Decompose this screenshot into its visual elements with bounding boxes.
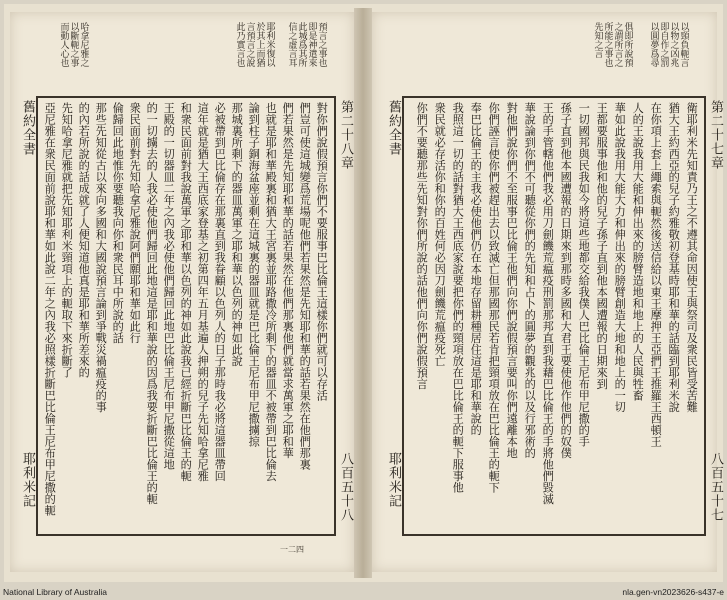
- right-col-15: 你們不要聽那些先知對你們所說的話他們向你們說假預言: [415, 102, 429, 390]
- left-col-2: 們若果然是先知耶和華的話若果然在他們那裏他們就當求萬軍之耶和華: [281, 102, 295, 459]
- footer-item-id: nla.gen-vn2023626-s437-e: [622, 587, 724, 597]
- right-col-5: 王都要服事他和他的兒子孫子直到他本國遭報的日期來到: [595, 102, 609, 390]
- footer-library-name: National Library of Australia: [3, 587, 107, 597]
- right-col-14: 衆民就必存活你和你的百姓何必因刀劍饑荒瘟疫死亡: [433, 102, 447, 367]
- right-book-title: 舊約全書: [386, 100, 401, 156]
- left-col-6: 必被帶到巴比倫存在那裏直到我眷顧以色列人的日子那時我必將這器皿帶回: [213, 102, 227, 482]
- right-col-13: 我照這一切的話對猶大王西底家說要把你們的頸項放在巴比倫王的軛下服事他: [451, 102, 465, 493]
- right-note-1: 以物之凶兆: [668, 22, 679, 67]
- right-note-7: 先知之言: [592, 22, 603, 58]
- left-col-1: 們豈可使這城變爲荒場呢他們若果然是先知耶和華的話若果然在他們那裏: [298, 102, 312, 470]
- right-col-2: 在你項上套上繩索與軛然後送信給以東王摩押王亞捫王推羅王西頓王: [649, 102, 663, 447]
- left-col-11: 衆民面前對先知哈拿尼雅說阿們願耶和華如此行: [128, 102, 142, 344]
- right-col-0: 衛耶利米先知責乃王之不遵其命因使王與祭司及衆民皆受苦難: [685, 102, 699, 413]
- left-note-7: 此乃實言也: [234, 22, 245, 67]
- book-gutter: [354, 8, 372, 578]
- left-note-10: 而動人心也: [58, 22, 69, 67]
- left-col-16: 亞尼雅在衆民面前說耶和華如此說二年之內我必照樣折斷巴比倫王尼布甲尼撒的軛: [43, 102, 57, 516]
- right-col-4: 華如此說我用大能大力和伸出來的膀臂創造大地和地上的一切: [613, 102, 627, 413]
- left-note-1: 即是神遣來: [306, 22, 317, 67]
- left-note-4: 耶利米復以: [264, 22, 275, 67]
- right-col-8: 王的手管轄他們我必用刀劍饑荒瘟疫刑罰那邦直到我藉巴比倫王的手將他們毀滅: [541, 102, 555, 505]
- scan-footer: [0, 586, 727, 600]
- left-note-9: 以斷軛之事: [68, 22, 79, 67]
- right-col-3: 人的王說我用大能和伸出來的膀臂造地和地上的人民與牲畜: [631, 102, 645, 401]
- left-col-13: 那些先知從古以來向多國和大國說預言論到爭戰災禍瘟疫的事: [94, 102, 108, 413]
- left-note-3: 信之虛言耳: [286, 22, 297, 67]
- left-col-14: 的內若所說的話成就了人便知道他真是耶和華所差來的: [77, 102, 91, 378]
- left-col-8: 和衆民面前對我說萬軍之耶和華以色列的神如此說我已經折斷巴比倫王的軛: [179, 102, 193, 482]
- right-col-11: 你們誣言使你們被趕出去以致滅亡但那國那民若肯把頸項放在巴比倫王的軛下: [487, 102, 501, 493]
- left-book-name: 耶利米記: [20, 452, 35, 508]
- book-spread: [4, 4, 723, 582]
- left-col-15: 先知哈拿尼雅就把先知耶利米頸項上的軛取下來折斷了: [60, 102, 74, 378]
- left-col-5: 那城裏所剩下的器皿萬軍之耶和華以色列的神如此說: [230, 102, 244, 367]
- left-note-0: 預言之事也: [316, 22, 327, 67]
- left-note-5: 於其上而猶: [254, 22, 265, 67]
- right-col-1: 猶大王約西亞的兒子約雅敬初登基時耶和華的話臨到耶利米說: [667, 102, 681, 413]
- left-leaf-number: 一二四: [280, 545, 304, 554]
- left-col-3: 也就是耶和華殿裏和猶大王宮裏並耶路撒冷所剩下的器皿不被帶到巴比倫去: [264, 102, 278, 482]
- left-col-4: 論到柱子銅海盆座並剩在這城裏的器皿就是巴比倫王尼布甲尼撒擄掠: [247, 102, 261, 447]
- right-page-number: 八百五十七: [708, 452, 723, 522]
- left-page-number: 八百五十八: [338, 452, 353, 522]
- right-note-0: 以頸負軛言: [678, 22, 689, 67]
- left-note-2: 此城爲其所: [296, 22, 307, 67]
- right-col-6: 一切國邦與民我如今將這些地都交給我僕人巴比倫王尼布甲尼撒的手: [577, 102, 591, 447]
- right-text-frame: [402, 96, 706, 536]
- left-note-6: 言預言之說: [244, 22, 255, 67]
- right-col-12: 奉巴比倫王的主我必使他們仍在本地存留耕種居住這是耶和華說的: [469, 102, 483, 436]
- left-text-frame: [36, 96, 336, 536]
- left-chapter-heading: 第二十八章: [338, 100, 353, 170]
- right-book-name: 耶利米記: [386, 452, 401, 508]
- right-col-10: 對他們說你們不至服事巴比倫王他們向你們說假預言要叫你們遠離本地: [505, 102, 519, 459]
- left-page: [10, 12, 354, 572]
- left-col-9: 王殿的一切器皿二年之內我必使他們歸回此地巴比倫王尼布甲尼撒從這地: [162, 102, 176, 470]
- right-note-4: 俱即所說預: [622, 22, 633, 67]
- right-note-5: 之謂所言之: [612, 22, 623, 67]
- left-book-title: 舊約全書: [20, 100, 35, 156]
- left-col-12: 倫歸回此地惟你要聽我向你和衆民耳中所說的話: [111, 102, 125, 344]
- right-col-7: 孫子直到他本國遭報的日期來到那時多國和大君王要使他作他們的奴僕: [559, 102, 573, 459]
- left-col-7: 這年就是猶大王西底家登基之初第四年五月基遍人押朔的兒子先知哈拿尼雅: [196, 102, 210, 482]
- left-col-0: 對你們說假預言你們不要服事巴比倫王這樣你們就可以存活: [315, 102, 329, 401]
- right-chapter-heading: 第二十七章: [708, 100, 723, 170]
- right-note-2: 即自作之罰: [658, 22, 669, 67]
- left-note-8: 哈拿尼雅之: [78, 22, 89, 67]
- right-note-3: 以圓夢爲尋: [648, 22, 659, 67]
- right-note-6: 所能之事也: [602, 22, 613, 67]
- right-col-9: 華說論到你們不可聽從你們的先知和占卜的圓夢的觀兆的以及行邪術的: [523, 102, 537, 459]
- right-page: [372, 12, 723, 572]
- left-col-10: 的一切擄去的人我必使他們歸回此地這是耶和華說的因爲我要折斷巴比倫王的軛: [145, 102, 159, 505]
